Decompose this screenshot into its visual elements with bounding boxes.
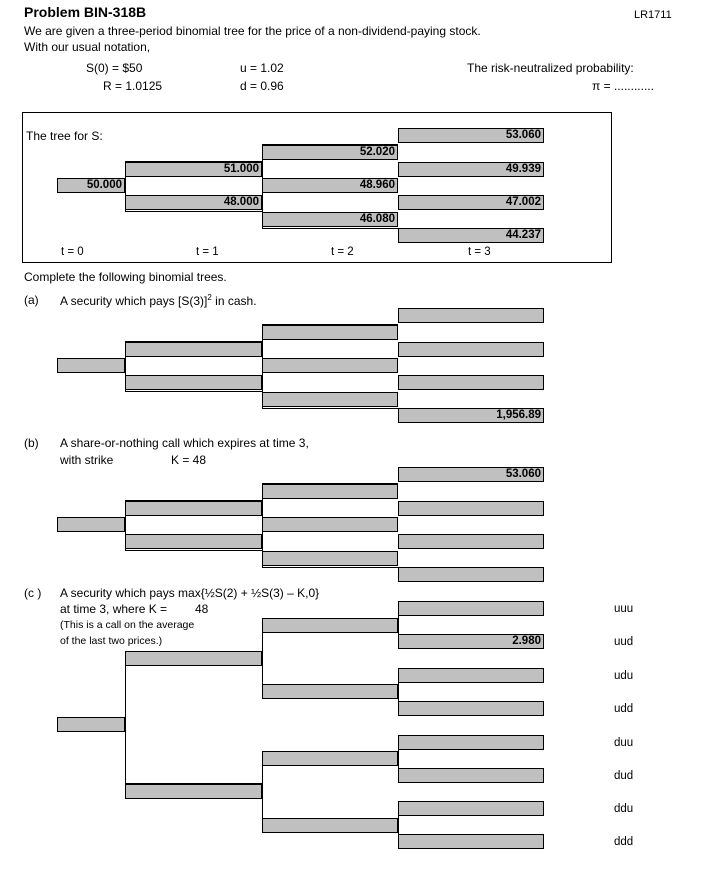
path-label-udd: udd: [614, 703, 634, 715]
part-c-letter: (c ): [24, 586, 42, 600]
path-label-duu: duu: [614, 737, 634, 749]
stock-t1-up-cell: 51.000: [125, 162, 262, 177]
tree-line: [125, 550, 262, 551]
c-t3-dud-cell[interactable]: [398, 768, 544, 783]
tree-line: [125, 658, 126, 783]
part-b-letter: (b): [24, 436, 39, 450]
path-label-ddu: ddu: [614, 803, 634, 815]
c-t2-uu-cell[interactable]: [262, 618, 398, 633]
stock-t3-ddd-cell: 44.237: [398, 228, 544, 243]
tree-line: [262, 758, 263, 825]
part-b-strike: K = 48: [171, 453, 207, 467]
b-t3-uud-cell[interactable]: [398, 501, 544, 516]
stock-t3-uud-cell: 49.939: [398, 162, 544, 177]
c-t3-udu-cell[interactable]: [398, 668, 544, 683]
a-t3-udd-cell[interactable]: [398, 375, 544, 390]
stock-t3-uuu-cell: 53.060: [398, 128, 544, 143]
path-label-dud: dud: [614, 770, 634, 782]
problem-title: Problem BIN-318B: [24, 4, 147, 20]
problem-code: LR1711: [634, 9, 672, 21]
c-t3-ddd-cell[interactable]: [398, 834, 544, 849]
part-c-note-2: of the last two prices.): [60, 635, 163, 647]
stock-t2-uu-cell: 52.020: [262, 145, 398, 160]
tree-line: [262, 625, 263, 691]
b-t1-up-cell[interactable]: [125, 501, 262, 516]
param-d: d = 0.96: [240, 79, 284, 93]
param-s0: S(0) = $50: [86, 61, 143, 75]
b-t3-uuu-cell[interactable]: 53.060: [398, 467, 544, 482]
stock-t2-ud-cell: 48.960: [262, 178, 398, 193]
c-t3-uuu-cell[interactable]: [398, 601, 544, 616]
stock-tree-label: The tree for S:: [26, 129, 103, 143]
tree-line: [262, 567, 398, 568]
part-a-text: A security which pays $[S(3)]^2$ in cash.: [60, 293, 257, 308]
a-t1-up-cell[interactable]: [125, 342, 262, 357]
part-a-letter: (a): [24, 293, 39, 307]
c-t3-udd-cell[interactable]: [398, 701, 544, 716]
time-label-t1: t = 1: [196, 246, 219, 258]
b-t2-uu-cell[interactable]: [262, 484, 398, 499]
param-r: R = 1.0125: [103, 79, 163, 93]
intro-line-2: With our usual notation,: [24, 40, 151, 54]
b-t2-ud-cell[interactable]: [262, 517, 398, 532]
complete-instruction: Complete the following binomial trees.: [24, 270, 227, 284]
b-t0-cell[interactable]: [57, 517, 125, 532]
c-t1-up-cell[interactable]: [125, 651, 262, 666]
time-label-t2: t = 2: [331, 246, 354, 258]
c-t2-dd-cell[interactable]: [262, 818, 398, 833]
c-t1-down-cell[interactable]: [125, 784, 262, 799]
c-t0-cell[interactable]: [57, 717, 125, 732]
part-b-line-1: A share-or-nothing call which expires at time 3,: [60, 436, 309, 450]
tree-line: [262, 228, 398, 229]
path-label-ddd: ddd: [614, 836, 634, 848]
time-label-t3: t = 3: [468, 246, 491, 258]
path-label-udu: udu: [614, 670, 634, 682]
b-t3-udd-cell[interactable]: [398, 534, 544, 549]
a-t1-down-cell[interactable]: [125, 375, 262, 390]
pi-blank: π = ............: [592, 79, 654, 93]
part-c-note-1: (This is a call on the average: [60, 619, 195, 631]
param-u: u = 1.02: [240, 61, 284, 75]
c-t3-duu-cell[interactable]: [398, 735, 544, 750]
a-t2-dd-cell[interactable]: [262, 392, 398, 407]
part-c-line-1: A security which pays max{½S(2) + ½S(3) – K,0}: [60, 586, 320, 600]
stock-t0-cell: 50.000: [57, 178, 125, 193]
part-c-k: 48: [195, 602, 209, 616]
stock-t3-udd-cell: 47.002: [398, 195, 544, 210]
path-label-uuu: uuu: [614, 603, 634, 615]
risk-neutral-label: The risk-neutralized probability:: [467, 61, 634, 75]
a-t0-cell[interactable]: [57, 358, 125, 373]
part-c-line-2: at time 3, where K =: [60, 602, 168, 616]
a-t3-uuu-cell[interactable]: [398, 308, 544, 323]
part-b-line-2: with strike: [60, 453, 114, 467]
c-t2-du-cell[interactable]: [262, 751, 398, 766]
intro-line-1: We are given a three-period binomial tree for the price of a non-dividend-paying stock.: [24, 24, 481, 38]
a-t2-ud-cell[interactable]: [262, 358, 398, 373]
stock-t2-dd-cell: 46.080: [262, 212, 398, 227]
a-t3-uud-cell[interactable]: [398, 342, 544, 357]
stock-t1-down-cell: 48.000: [125, 195, 262, 210]
b-t3-ddd-cell[interactable]: [398, 567, 544, 582]
tree-line: [125, 211, 262, 212]
path-label-uud: uud: [614, 636, 634, 648]
a-t2-uu-cell[interactable]: [262, 325, 398, 340]
c-t2-ud-cell[interactable]: [262, 684, 398, 699]
time-label-t0: t = 0: [61, 246, 84, 258]
tree-line: [125, 391, 262, 392]
c-t3-ddu-cell[interactable]: [398, 801, 544, 816]
c-t3-uud-cell[interactable]: 2.980: [398, 634, 544, 649]
a-t3-ddd-cell[interactable]: 1,956.89: [398, 408, 544, 423]
tree-line: [262, 408, 398, 409]
b-t2-dd-cell[interactable]: [262, 551, 398, 566]
b-t1-down-cell[interactable]: [125, 534, 262, 549]
